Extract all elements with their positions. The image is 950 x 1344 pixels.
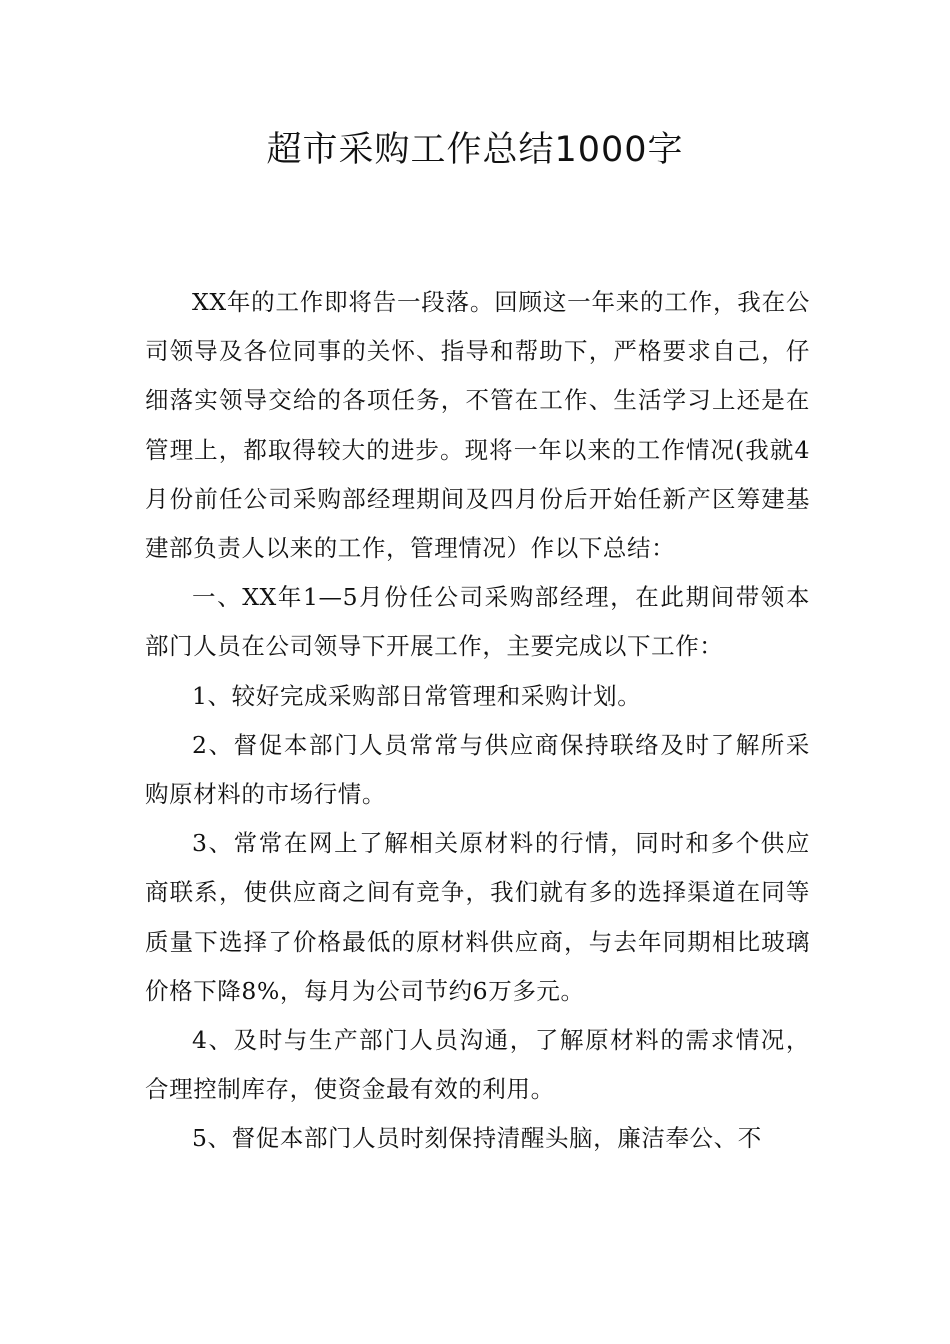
- paragraph-item-1: 1、较好完成采购部日常管理和采购计划。: [192, 681, 642, 710]
- paragraph-item-4: 4、及时与生产部门人员沟通，了解原材料的需求情况，合理控制库存，使资金最有效的利用。: [145, 1026, 810, 1104]
- paragraph-intro: XX年的工作即将告一段落。回顾这一年来的工作，我在公司领导及各位同事的关怀、指导和帮助下，严格要求自己，仔细落实领导交给的各项任务，不管在工作、生活学习上还是在管理上，都取得较大的进步。现将一年以来的工作情况(我就4月份前任公司采购部经理期间及四月份后开始任新产区筹建基建部负责人以来的工作，管理情况）作以下总结：: [145, 288, 810, 563]
- document-title: 超市采购工作总结1000字: [266, 130, 684, 170]
- paragraph-item-3: 3、常常在网上了解相关原材料的行情，同时和多个供应商联系，使供应商之间有竞争，我们就有多的选择渠道在同等质量下选择了价格最低的原材料供应商，与去年同期相比玻璃价格下降8%，每月为公司节约6万多元。: [145, 829, 810, 1005]
- paragraph-section-one: 一、XX年1—5月份任公司采购部经理，在此期间带领本部门人员在公司领导下开展工作，主要完成以下工作：: [145, 583, 810, 661]
- document-body: [145, 278, 810, 1164]
- paragraph-item-2: 2、督促本部门人员常常与供应商保持联络及时了解所采购原材料的市场行情。: [145, 730, 810, 809]
- paragraph-item-5: 5、督促本部门人员时刻保持清醒头脑，廉洁奉公、不: [192, 1124, 762, 1153]
